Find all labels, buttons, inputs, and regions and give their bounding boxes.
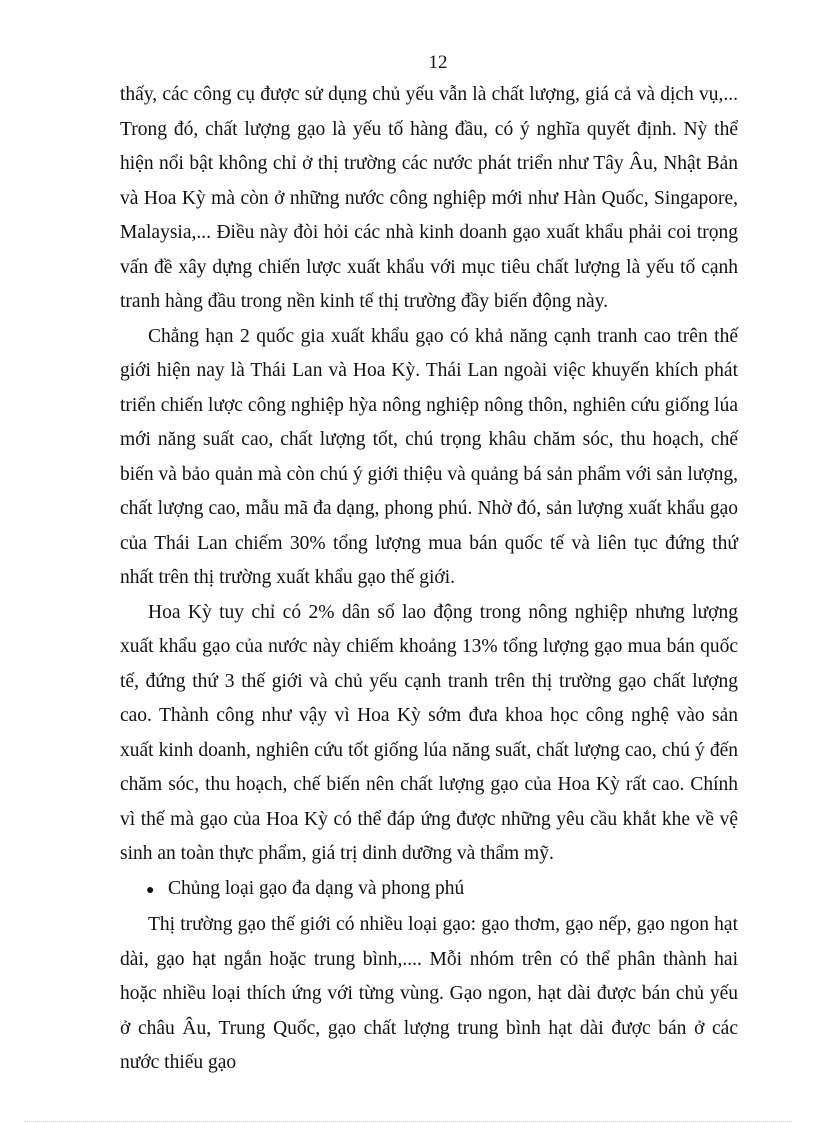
bullet-icon: ● xyxy=(146,882,155,898)
paragraph-first-continued: thấy, các công cụ được sử dụng chủ yếu vẫn là chất lượng, giá cả và dịch vụ,... Trong đó, chất lượng gạo là yếu tố hàng đầu, có ý nghĩa quyết định. Nỳ thể hiện nổi bật không chỉ ở thị trường các nước phát triển như Tây Âu, Nhật Bản và Hoa Kỳ mà còn ở những nước công nghiệp mới như Hàn Quốc, Singapore, Malaysia,... Điều này đòi hỏi các nhà kinh doanh gạo xuất khẩu phải coi trọng vấn đề xây dựng chiến lược xuất khẩu với mục tiêu chất lượng là yếu tố cạnh tranh hàng đầu trong nền kinh tế thị trường đầy biến động này. xyxy=(120,84,738,312)
page-bottom-border xyxy=(24,1121,792,1122)
page-number: 12 xyxy=(428,52,448,73)
bullet-heading xyxy=(120,872,738,909)
paragraph-usa-example: Hoa Kỳ tuy chỉ có 2% dân số lao động trong nông nghiệp nhưng lượng xuất khẩu gạo của nước này chiếm khoảng 13% tổng lượng gạo mua bán quốc tế, đứng thứ 3 thế giới và chủ yếu cạnh tranh trên thị trường gạo chất lượng cao. Thành công như vậy vì Hoa Kỳ sớm đưa khoa học công nghệ vào sản xuất kinh doanh, nghiên cứu tốt giống lúa năng suất, chất lượng cao, chú ý đến chăm sóc, thu hoạch, chế biến nên chất lượng gạo của Hoa Kỳ rất cao. Chính vì thế mà gạo của Hoa Kỳ có thể đáp ứng được những yêu cầu khắt khe về vệ sinh an toàn thực phẩm, giá trị dinh dưỡng và thẩm mỹ. xyxy=(120,601,738,864)
bullet-heading-text: Chủng loại gạo đa dạng và phong phú xyxy=(168,877,465,899)
paragraph-thailand-example: Chẳng hạn 2 quốc gia xuất khẩu gạo có khả năng cạnh tranh cao trên thế giới hiện nay là Thái Lan và Hoa Kỳ. Thái Lan ngoài việc khuyến khích phát triển chiến lược công nghiệp hỳa nông nghiệp nông thôn, nghiên cứu giống lúa mới năng suất cao, chất lượng tốt, chú trọng khâu chăm sóc, thu hoạch, chế biến và bảo quản mà còn chú ý giới thiệu và quảng bá sản phẩm với sản lượng, chất lượng cao, mẫu mã đa dạng, phong phú. Nhờ đó, sản lượng xuất khẩu gạo của Thái Lan chiếm 30% tổng lượng mua bán quốc tế và liên tục đứng thứ nhất trên thị trường xuất khẩu gạo thế giới. xyxy=(120,325,738,588)
document-body xyxy=(120,78,738,1081)
paragraph-rice-types: Thị trường gạo thế giới có nhiều loại gạo: gạo thơm, gạo nếp, gạo ngon hạt dài, gạo hạt ngắn hoặc trung bình,.... Mỗi nhóm trên có thể phân thành hai hoặc nhiều loại thích ứng với từng vùng. Gạo ngon, hạt dài được bán chủ yếu ở châu Âu, Trung Quốc, gạo chất lượng trung bình hạt dài được bán ở các nước thiếu gạo xyxy=(120,914,738,1073)
